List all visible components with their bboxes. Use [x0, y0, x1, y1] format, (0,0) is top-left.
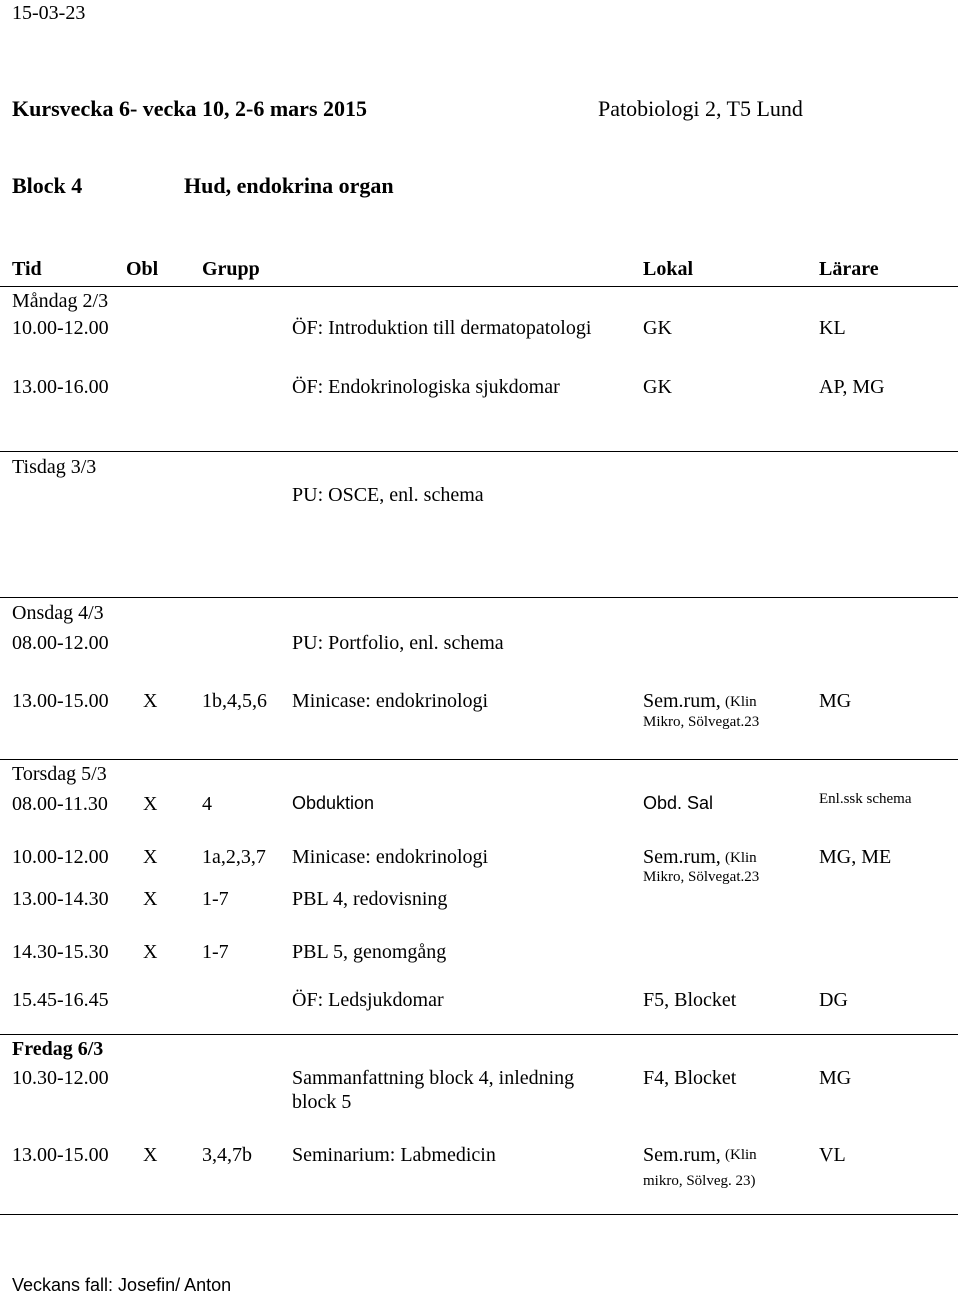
teacher-cell: KL [819, 317, 846, 339]
room-cell: GK [643, 376, 672, 398]
time-cell: 10.00-12.00 [12, 846, 109, 868]
activity-cell: PU: OSCE, enl. schema [292, 484, 484, 506]
activity-cell: Minicase: endokrinologi [292, 846, 489, 868]
course-name: Patobiologi 2, T5 Lund [598, 96, 803, 121]
group-cell: 1b,4,5,6 [202, 690, 267, 712]
column-header-grupp: Grupp [202, 258, 260, 280]
time-cell: 10.00-12.00 [12, 317, 109, 339]
obl-cell: X [143, 888, 158, 910]
day-label-monday: Måndag 2/3 [12, 290, 109, 312]
activity-cell: PBL 4, redovisning [292, 888, 448, 910]
time-cell: 08.00-12.00 [12, 632, 109, 654]
group-cell: 1a,2,3,7 [202, 846, 266, 868]
room-cell: Sem.rum, [643, 846, 721, 868]
group-cell: 3,4,7b [202, 1144, 252, 1166]
teacher-cell: MG [819, 690, 852, 712]
room-cell: F5, Blocket [643, 989, 737, 1011]
teacher-cell: AP, MG [819, 376, 885, 398]
weekly-case: Veckans fall: Josefin/ Anton [12, 1275, 232, 1295]
time-cell: 08.00-11.30 [12, 793, 108, 815]
day-divider [0, 1034, 958, 1035]
day-label-wednesday: Onsdag 4/3 [12, 602, 104, 624]
time-cell: 15.45-16.45 [12, 989, 109, 1011]
time-cell: 10.30-12.00 [12, 1067, 109, 1089]
column-header-larare: Lärare [819, 258, 879, 280]
header-divider [0, 286, 958, 287]
teacher-cell: VL [819, 1144, 846, 1166]
room-detail: mikro, Sölveg. 23) [643, 1173, 756, 1189]
time-cell: 13.00-16.00 [12, 376, 109, 398]
group-cell: 4 [202, 793, 212, 815]
obl-cell: X [143, 941, 158, 963]
room-detail: (Klin [725, 850, 757, 866]
activity-cell: Obduktion [292, 793, 375, 813]
room-cell: Sem.rum, [643, 690, 721, 712]
time-cell: 13.00-14.30 [12, 888, 109, 910]
room-cell: GK [643, 317, 672, 339]
activity-cell: ÖF: Endokrinologiska sjukdomar [292, 376, 560, 398]
day-label-tuesday: Tisdag 3/3 [12, 456, 97, 478]
activity-cell: PU: Portfolio, enl. schema [292, 632, 504, 654]
teacher-cell: DG [819, 989, 848, 1011]
document-date: 15-03-23 [12, 2, 86, 24]
activity-cell: Sammanfattning block 4, inledning [292, 1067, 575, 1089]
teacher-cell: MG, ME [819, 846, 892, 868]
room-cell: Obd. Sal [643, 793, 714, 813]
day-label-thursday: Torsdag 5/3 [12, 763, 107, 785]
column-header-tid: Tid [12, 258, 42, 280]
time-cell: 14.30-15.30 [12, 941, 109, 963]
time-cell: 13.00-15.00 [12, 690, 109, 712]
column-header-lokal: Lokal [643, 258, 694, 280]
obl-cell: X [143, 690, 158, 712]
teacher-cell: MG [819, 1067, 852, 1089]
room-cell: Sem.rum, [643, 1144, 721, 1166]
group-cell: 1-7 [202, 888, 229, 910]
room-detail: (Klin [725, 1147, 757, 1163]
obl-cell: X [143, 793, 158, 815]
obl-cell: X [143, 1144, 158, 1166]
time-cell: 13.00-15.00 [12, 1144, 109, 1166]
teacher-cell: Enl.ssk schema [819, 791, 912, 807]
room-detail: Mikro, Sölvegat.23 [643, 869, 760, 885]
column-header-obl: Obl [126, 258, 159, 280]
activity-cell: ÖF: Introduktion till dermatopatologi [292, 317, 592, 339]
day-divider [0, 597, 958, 598]
room-detail: (Klin [725, 694, 757, 710]
activity-cell: ÖF: Ledsjukdomar [292, 989, 444, 1011]
page-title: Kursvecka 6- vecka 10, 2-6 mars 2015 [12, 96, 368, 121]
room-cell: F4, Blocket [643, 1067, 737, 1089]
activity-cell: PBL 5, genomgång [292, 941, 447, 963]
day-label-friday: Fredag 6/3 [12, 1038, 104, 1060]
obl-cell: X [143, 846, 158, 868]
group-cell: 1-7 [202, 941, 229, 963]
block-label: Block 4 [12, 173, 83, 198]
day-divider [0, 451, 958, 452]
activity-cell: Minicase: endokrinologi [292, 690, 489, 712]
day-divider [0, 759, 958, 760]
room-detail: Mikro, Sölvegat.23 [643, 714, 760, 730]
day-divider [0, 1214, 958, 1215]
activity-cell-continued: block 5 [292, 1091, 352, 1113]
activity-cell: Seminarium: Labmedicin [292, 1144, 496, 1166]
block-name: Hud, endokrina organ [184, 173, 394, 198]
